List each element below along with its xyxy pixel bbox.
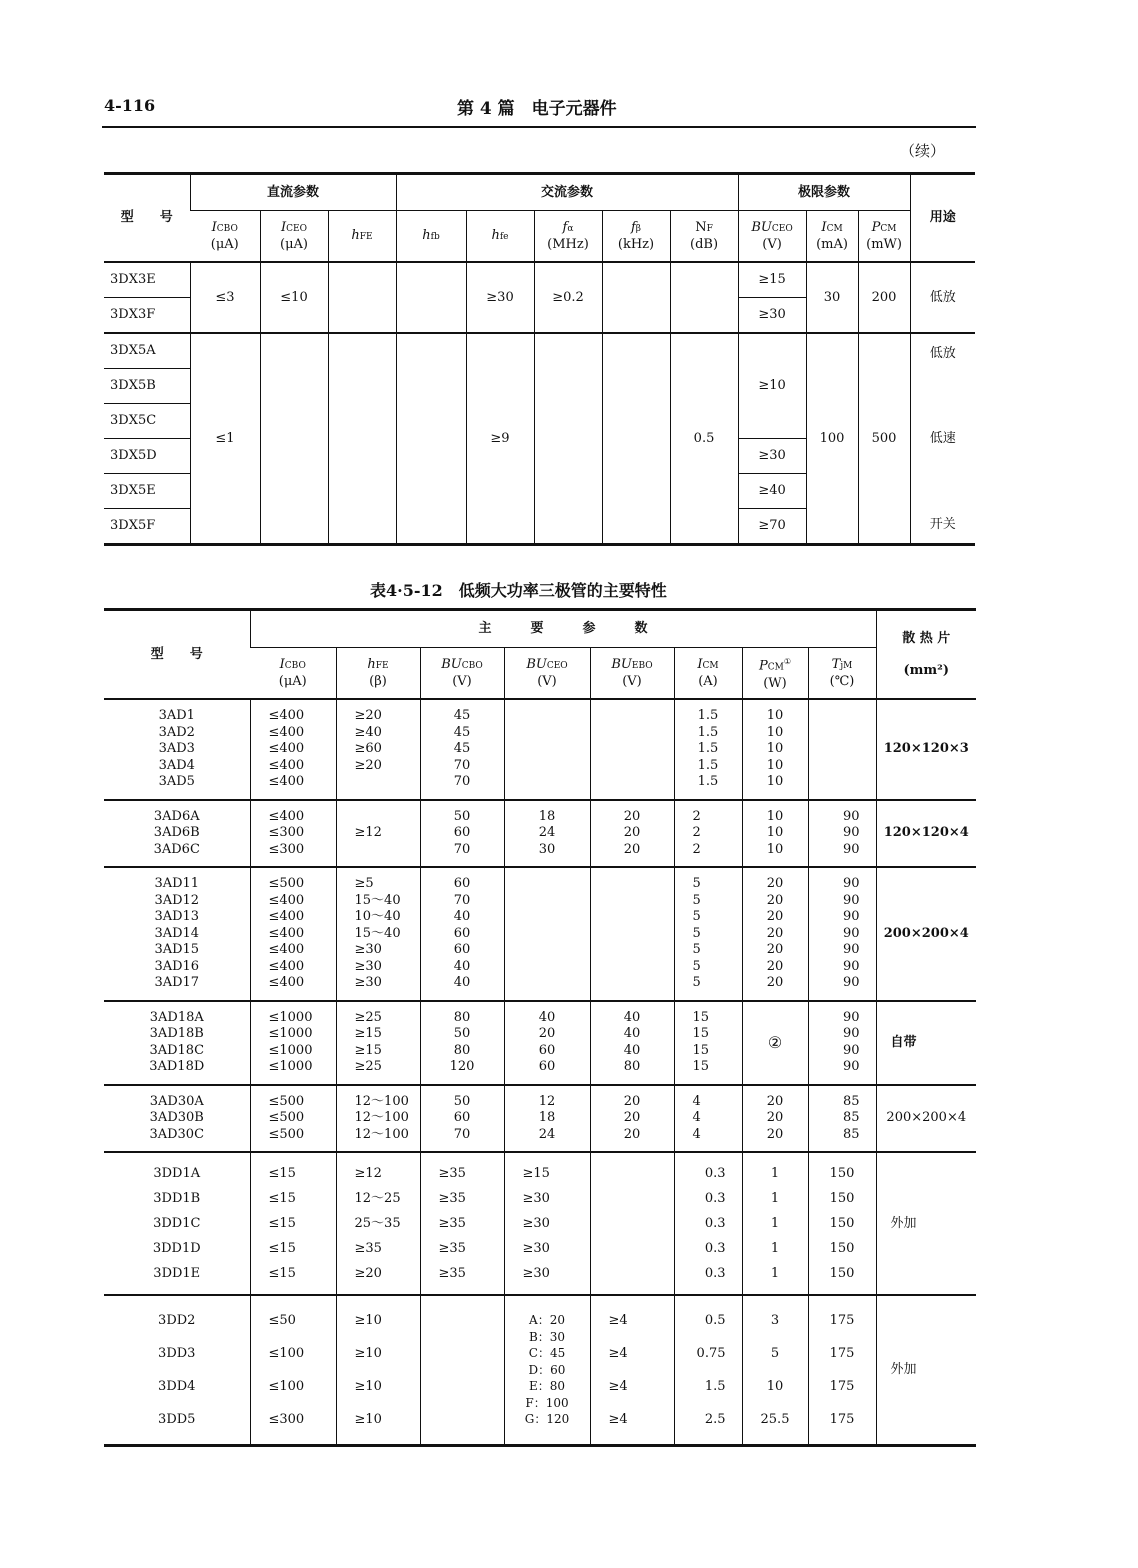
buebo-cell bbox=[590, 867, 674, 1001]
bucbo-cell: ≥35 ≥35 ≥35 ≥35 ≥35 bbox=[420, 1152, 504, 1295]
limit-params-header: 极限参数 bbox=[738, 174, 910, 211]
iceo-cell bbox=[260, 333, 328, 545]
icm-cell: 2 2 2 bbox=[674, 800, 742, 868]
model-cell: 3DX5D bbox=[104, 439, 190, 474]
buebo-cell: 20 20 20 bbox=[590, 800, 674, 868]
buebo-header: BUEBO (V) bbox=[590, 648, 674, 700]
buceo-cell: ≥30 bbox=[738, 298, 806, 334]
hfe-cell: ≥5 15～40 10～40 15～40 ≥30 ≥30 ≥30 bbox=[336, 867, 420, 1001]
pcm-cell: 500 bbox=[858, 333, 910, 545]
buceo-cell: ≥40 bbox=[738, 474, 806, 509]
model-cell: 3DX5A bbox=[104, 333, 190, 369]
model-cell: 3AD18A 3AD18B 3AD18C 3AD18D bbox=[104, 1001, 250, 1085]
nf-cell: 0.5 bbox=[670, 333, 738, 545]
table-row bbox=[104, 867, 976, 1001]
tjm-cell: 90 90 90 90 90 90 90 bbox=[808, 867, 876, 1001]
icm-cell: 5 5 5 5 5 5 5 bbox=[674, 867, 742, 1001]
iceo-cell: ≤10 bbox=[260, 262, 328, 333]
nf-header: NF (dB) bbox=[670, 211, 738, 263]
table-row bbox=[104, 1152, 976, 1295]
table-row bbox=[104, 1085, 976, 1153]
buceo-cell bbox=[504, 699, 590, 800]
bucbo-cell bbox=[420, 1295, 504, 1446]
bucbo-cell: 45 45 45 70 70 bbox=[420, 699, 504, 800]
icm-cell: 4 4 4 bbox=[674, 1085, 742, 1153]
hfe-ac-cell: ≥30 bbox=[466, 262, 534, 333]
model-cell: 3DD2 3DD3 3DD4 3DD5 bbox=[104, 1295, 250, 1446]
buebo-cell: 40 40 40 80 bbox=[590, 1001, 674, 1085]
usage-cell: 开关 bbox=[910, 474, 975, 545]
model-header: 型 号 bbox=[150, 646, 203, 662]
usage-header: 用途 bbox=[910, 174, 975, 263]
pcm-cell: 20 20 20 bbox=[742, 1085, 808, 1153]
hfb-cell bbox=[396, 262, 466, 333]
hfe-cell: 12～100 12～100 12～100 bbox=[336, 1085, 420, 1153]
hfe-ac-cell: ≥9 bbox=[466, 333, 534, 545]
bucbo-cell: 50 60 70 bbox=[420, 1085, 504, 1153]
table-caption: 表4·5-12 低频大功率三极管的主要特性 bbox=[370, 581, 667, 600]
tjm-header: TjM (℃) bbox=[808, 648, 876, 700]
usage-cell: 低放 bbox=[910, 333, 975, 404]
f-alpha-header: fα (MHz) bbox=[534, 211, 602, 263]
hfe-cell bbox=[328, 262, 396, 333]
icbo-header: ICBO (μA) bbox=[210, 219, 239, 252]
model-cell: 3DX3E bbox=[104, 262, 190, 298]
pcm-cell: 10 10 10 bbox=[742, 800, 808, 868]
transistor-table-continued bbox=[104, 172, 975, 546]
pcm-cell: 3 5 10 25.5 bbox=[742, 1295, 808, 1446]
table-row bbox=[104, 1295, 976, 1446]
buceo-header: BUCEO (V) bbox=[738, 211, 806, 263]
pcm-cell: 1 1 1 1 1 bbox=[742, 1152, 808, 1295]
buceo-cell: 40 20 60 60 bbox=[504, 1001, 590, 1085]
icm-cell: 15 15 15 15 bbox=[674, 1001, 742, 1085]
buebo-cell bbox=[590, 1152, 674, 1295]
buceo-cell: A：20 B：30 C：45 D：60 E：80 F：100 G：120 bbox=[504, 1295, 590, 1446]
f-beta-header: fβ (kHz) bbox=[602, 211, 670, 263]
bucbo-cell: 60 70 40 60 60 40 40 bbox=[420, 867, 504, 1001]
power-transistor-table bbox=[104, 608, 976, 1447]
icbo-header: ICBO (μA) bbox=[250, 648, 336, 700]
table-row bbox=[104, 333, 975, 369]
tjm-cell: 85 85 85 bbox=[808, 1085, 876, 1153]
tjm-cell: 90 90 90 90 bbox=[808, 1001, 876, 1085]
buceo-cell: ≥10 bbox=[738, 333, 806, 439]
nf-cell bbox=[670, 262, 738, 333]
model-cell: 3AD6A 3AD6B 3AD6C bbox=[104, 800, 250, 868]
pcm-cell: 200 bbox=[858, 262, 910, 333]
table-row bbox=[104, 1001, 976, 1085]
usage-cell: 低速 bbox=[910, 404, 975, 474]
icm-header: ICM (A) bbox=[674, 648, 742, 700]
model-cell: 3AD30A 3AD30B 3AD30C bbox=[104, 1085, 250, 1153]
table-row bbox=[104, 800, 976, 868]
heatsink-cell: 120×120×3 bbox=[876, 699, 976, 800]
heatsink-header: 散 热 片 (mm²) bbox=[876, 610, 976, 700]
icbo-cell: ≤1000 ≤1000 ≤1000 ≤1000 bbox=[250, 1001, 336, 1085]
icbo-cell: ≤50 ≤100 ≤100 ≤300 bbox=[250, 1295, 336, 1446]
model-cell: 3DX5B bbox=[104, 369, 190, 404]
main-params-header: 主 要 参 数 bbox=[250, 610, 876, 648]
buceo-cell: ≥15 bbox=[738, 262, 806, 298]
buceo-header: BUCEO (V) bbox=[504, 648, 590, 700]
tjm-cell: 150 150 150 150 150 bbox=[808, 1152, 876, 1295]
buceo-cell bbox=[504, 867, 590, 1001]
page-number: 4-116 bbox=[104, 96, 156, 115]
buceo-cell: ≥30 bbox=[738, 439, 806, 474]
pcm-cell: 20 20 20 20 20 20 20 bbox=[742, 867, 808, 1001]
icm-cell: 0.3 0.3 0.3 0.3 0.3 bbox=[674, 1152, 742, 1295]
icbo-cell: ≤1 bbox=[190, 333, 260, 545]
continued-label: （续） bbox=[900, 142, 946, 160]
heatsink-cell: 外加 bbox=[876, 1295, 976, 1446]
buebo-cell: 20 20 20 bbox=[590, 1085, 674, 1153]
hfe-cell bbox=[328, 333, 396, 545]
table-row bbox=[104, 699, 976, 800]
tjm-cell: 175 175 175 175 bbox=[808, 1295, 876, 1446]
buceo-cell: 18 24 30 bbox=[504, 800, 590, 868]
model-cell: 3DX3F bbox=[110, 307, 156, 322]
hfe-cell: ≥25 ≥15 ≥15 ≥25 bbox=[336, 1001, 420, 1085]
icbo-cell: ≤500 ≤400 ≤400 ≤400 ≤400 ≤400 ≤400 bbox=[250, 867, 336, 1001]
pcm-cell: ② bbox=[742, 1001, 808, 1085]
hfe-cell: ≥10 ≥10 ≥10 ≥10 bbox=[336, 1295, 420, 1446]
pcm-cell: 10 10 10 10 10 bbox=[742, 699, 808, 800]
f-alpha-cell: ≥0.2 bbox=[534, 262, 602, 333]
hfe-header: hFE (β) bbox=[336, 648, 420, 700]
icm-cell: 100 bbox=[806, 333, 858, 545]
icbo-cell: ≤3 bbox=[190, 262, 260, 333]
f-beta-cell bbox=[602, 262, 670, 333]
header-rule bbox=[102, 126, 976, 128]
pcm-header: PCM (mW) bbox=[858, 211, 910, 263]
buceo-cell: ≥70 bbox=[738, 509, 806, 545]
hfe-ac-header: hfe bbox=[466, 211, 534, 263]
icm-cell: 0.5 0.75 1.5 2.5 bbox=[674, 1295, 742, 1446]
buceo-cell: 12 18 24 bbox=[504, 1085, 590, 1153]
tjm-cell bbox=[808, 699, 876, 800]
icm-cell: 30 bbox=[806, 262, 858, 333]
hfe-cell: ≥12 12～25 25～35 ≥35 ≥20 bbox=[336, 1152, 420, 1295]
hfe-cell: ≥20 ≥40 ≥60 ≥20 bbox=[336, 699, 420, 800]
ac-params-header: 交流参数 bbox=[396, 174, 738, 211]
buebo-cell: ≥4 ≥4 ≥4 ≥4 bbox=[590, 1295, 674, 1446]
model-cell: 3AD1 3AD2 3AD3 3AD4 3AD5 bbox=[158, 708, 195, 789]
model-cell: 3DD1A 3DD1B 3DD1C 3DD1D 3DD1E bbox=[104, 1152, 250, 1295]
heatsink-cell: 120×120×4 bbox=[876, 800, 976, 868]
model-cell: 3DX5E bbox=[104, 474, 190, 509]
bucbo-cell: 80 50 80 120 bbox=[420, 1001, 504, 1085]
table-row bbox=[104, 262, 975, 298]
tjm-cell: 90 90 90 bbox=[808, 800, 876, 868]
heatsink-cell: 自带 bbox=[876, 1001, 976, 1085]
hfb-cell bbox=[396, 333, 466, 545]
f-alpha-cell bbox=[534, 333, 602, 545]
hfe-header: hFE bbox=[328, 211, 396, 263]
icbo-cell: ≤500 ≤500 ≤500 bbox=[250, 1085, 336, 1153]
hfe-cell: ≥12 bbox=[336, 800, 420, 868]
f-beta-cell bbox=[602, 333, 670, 545]
buebo-cell bbox=[590, 699, 674, 800]
heatsink-cell: 外加 bbox=[876, 1152, 976, 1295]
chapter-title: 第 4 篇 电子元器件 bbox=[457, 99, 617, 119]
buceo-cell: ≥15 ≥30 ≥30 ≥30 ≥30 bbox=[504, 1152, 590, 1295]
icm-header: ICM (mA) bbox=[806, 211, 858, 263]
icbo-cell: ≤400 ≤400 ≤400 ≤400 ≤400 bbox=[250, 699, 336, 800]
icm-cell: 1.5 1.5 1.5 1.5 1.5 bbox=[674, 699, 742, 800]
model-cell: 3AD11 3AD12 3AD13 3AD14 3AD15 3AD16 3AD17 bbox=[104, 867, 250, 1001]
model-cell: 3DX5C bbox=[104, 404, 190, 439]
usage-cell: 低放 bbox=[910, 262, 975, 333]
heatsink-cell: 200×200×4 bbox=[876, 1085, 976, 1153]
model-header: 型 号 bbox=[104, 174, 190, 263]
model-cell: 3DX5F bbox=[110, 518, 156, 533]
bucbo-header: BUCBO (V) bbox=[420, 648, 504, 700]
dc-params-header: 直流参数 bbox=[190, 174, 396, 211]
icbo-cell: ≤15 ≤15 ≤15 ≤15 ≤15 bbox=[250, 1152, 336, 1295]
bucbo-cell: 50 60 70 bbox=[420, 800, 504, 868]
heatsink-cell: 200×200×4 bbox=[876, 867, 976, 1001]
hfb-header: hfb bbox=[396, 211, 466, 263]
iceo-header: ICEO (μA) bbox=[260, 211, 328, 263]
icbo-cell: ≤400 ≤300 ≤300 bbox=[250, 800, 336, 868]
pcm-header: PCM① (W) bbox=[742, 648, 808, 700]
